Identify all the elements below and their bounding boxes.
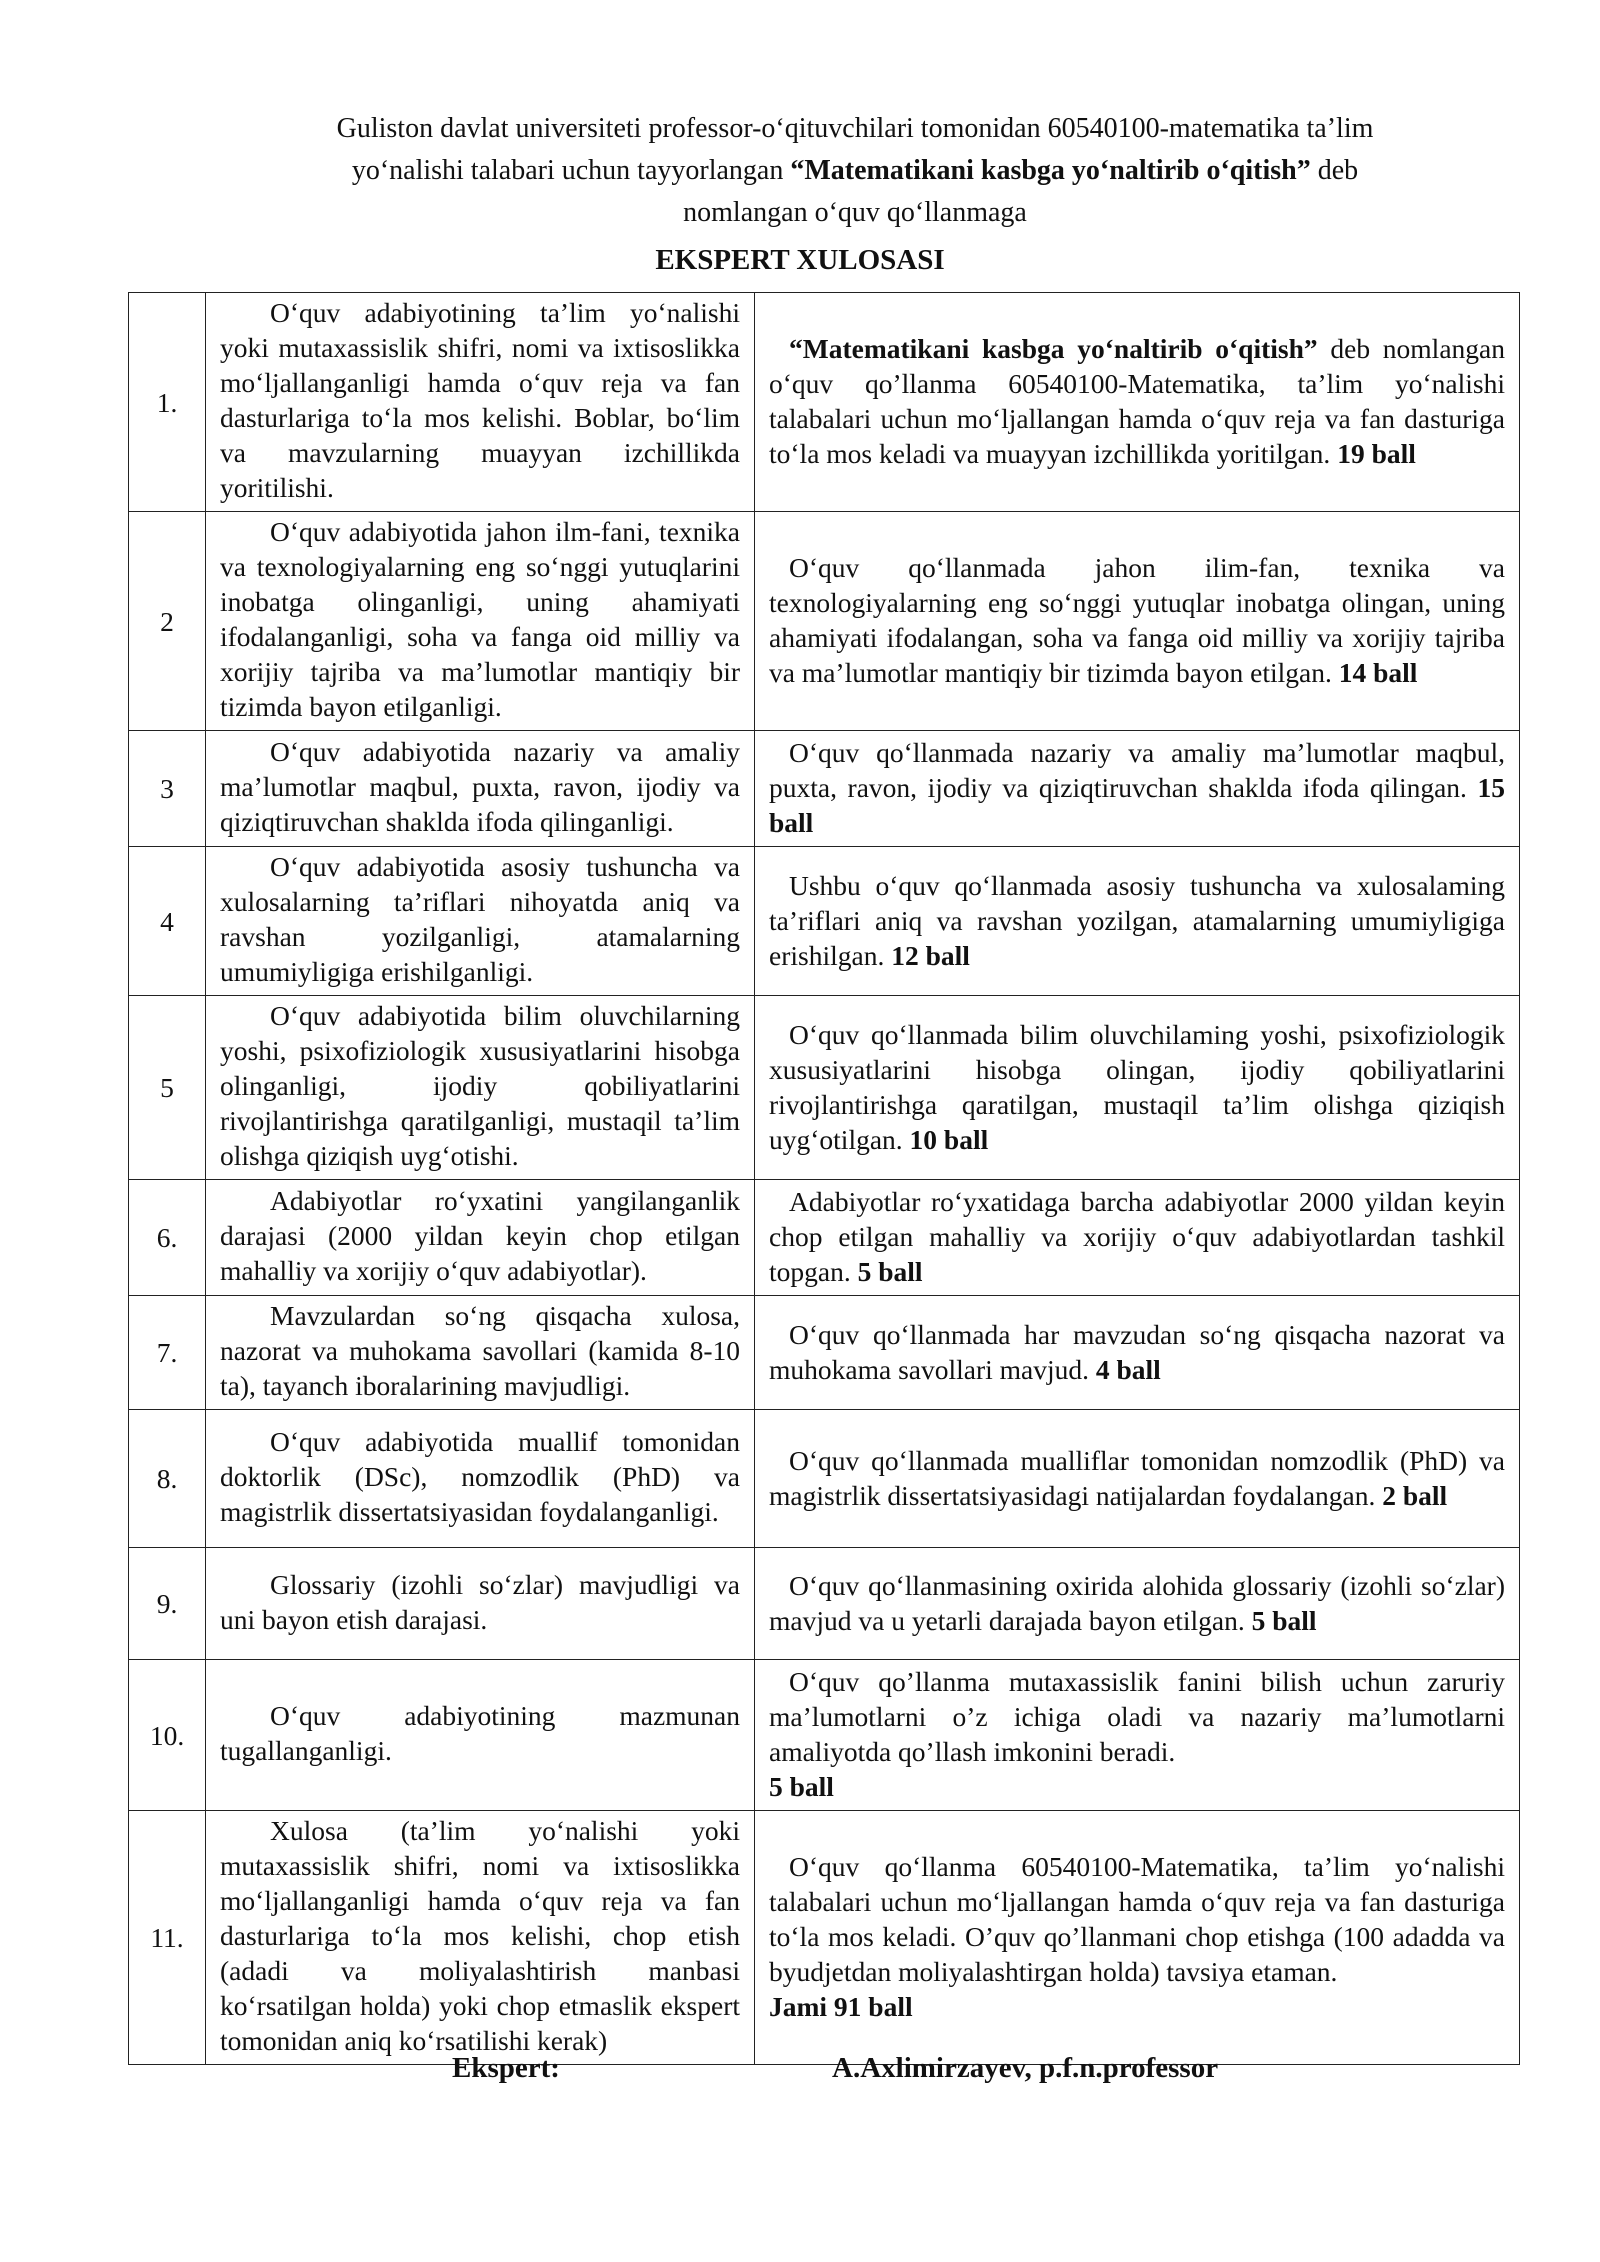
evaluation-cell	[755, 1180, 1520, 1296]
evaluation-cell	[755, 847, 1520, 996]
evaluation-body: O‘quv qo‘llanmasining oxirida alohida glossariy (izohli so‘zlar) mavjud va u yetarli darajada bayon etilgan.	[769, 1569, 1505, 1636]
evaluation-text	[769, 868, 1505, 973]
criterion-text: O‘quv adabiyotida jahon ilm-fani, texnika va texnologiyalarning eng so‘nggi yutuqlarini inobatga olinganligi, uning ahamiyati ifodalanganligi, soha va fanga oid milliy va xorijiy tajriba va ma’lumotlar mantiqiy bir tizimda bayon etilganligi.	[220, 516, 740, 722]
evaluation-cell	[755, 1296, 1520, 1410]
row-number: 11.	[129, 1811, 206, 2065]
intro-line-2	[240, 150, 1470, 192]
criterion-text: O‘quv adabiyotida bilim oluvchilarning yoshi, psixofiziologik xususiyatlarini hisobga olinganligi, ijodiy qobiliyatlarini rivojlantirishga qaratilganligi, mustaqil ta’lim olishga qiziqish uyg‘otishi.	[220, 1000, 740, 1171]
expert-label: Ekspert:	[452, 2052, 560, 2084]
criterion-cell	[206, 1410, 755, 1548]
criterion-text: Mavzulardan so‘ng qisqacha xulosa, nazorat va muhokama savollari (kamida 8-10 ta), tayanch iboralarining mavjudligi.	[220, 1300, 740, 1401]
criterion-cell	[206, 1548, 755, 1660]
table-row	[129, 1660, 1520, 1811]
criterion-cell	[206, 1811, 755, 2065]
evaluation-body: deb nomlangan o‘quv qo’llanma 60540100-Matematika, ta’lim yo‘nalishi talabalari uchun mo‘ljallangan hamda o‘quv reja va fan dasturiga to‘la mos keladi va muayyan izchillikda yoritilgan.	[769, 333, 1505, 469]
evaluation-cell	[755, 293, 1520, 512]
table-row	[129, 996, 1520, 1180]
evaluation-body: O‘quv qo‘llanmada bilim oluvchilaming yoshi, psixofiziologik xususiyatlarini hisobga olingan, ijodiy qobiliyatlarini rivojlantirishga qaratilgan, mustaqil ta’lim olishga qiziqish uyg‘otilgan.	[769, 1018, 1505, 1155]
score-value: 12 ball	[891, 939, 970, 971]
evaluation-text	[769, 1443, 1505, 1513]
evaluation-body: O‘quv qo‘llanmada jahon ilim-fan, texnika va texnologiyalarning eng so‘nggi yutuqlar inobatga olingan, uning ahamiyati ifodalangan, soha va fanga oid milliy va xorijiy tajriba va ma’lumotlar mantiqiy bir tizimda bayon etilgan.	[769, 552, 1505, 688]
evaluation-text	[769, 1568, 1505, 1638]
intro-line-2-start: yo‘nalishi talabari uchun tayyorlangan	[351, 155, 791, 186]
table-row	[129, 731, 1520, 847]
evaluation-cell	[755, 1410, 1520, 1548]
table-row	[129, 1180, 1520, 1296]
row-number: 5	[129, 996, 206, 1180]
evaluation-body: Adabiyotlar ro‘yxatidaga barcha adabiyotlar 2000 yildan keyin chop etilgan mahalliy va xorijiy o‘quv adabiyotlardan tashkil topgan.	[769, 1186, 1505, 1287]
score-value: 14 ball	[1338, 657, 1418, 688]
evaluation-cell	[755, 1660, 1520, 1811]
score-value: 5 ball	[1251, 1604, 1317, 1636]
expert-name: A.Axlimirzayev, p.f.n.professor	[832, 2052, 1219, 2084]
criterion-text: O‘quv adabiyotining mazmunan tugallanganligi.	[220, 1700, 740, 1766]
evaluation-text	[769, 1664, 1505, 1804]
score-value: Jami 91 ball	[769, 1991, 913, 2022]
evaluation-text	[769, 1184, 1505, 1289]
score-value: 5 ball	[857, 1256, 923, 1287]
document-intro	[240, 108, 1470, 234]
intro-line-1: Guliston davlat universiteti professor-o‘qituvchilari tomonidan 60540100-matematika ta’lim	[336, 113, 1374, 144]
evaluation-cell	[755, 1548, 1520, 1660]
row-number: 10.	[129, 1660, 206, 1811]
criterion-text: Glossariy (izohli so‘zlar) mavjudligi va uni bayon etish darajasi.	[220, 1568, 740, 1635]
row-number: 2	[129, 512, 206, 731]
evaluation-cell	[755, 731, 1520, 847]
criterion-cell	[206, 1296, 755, 1410]
evaluation-text	[769, 1017, 1505, 1157]
row-number: 1.	[129, 293, 206, 512]
criterion-text: O‘quv adabiyotida muallif tomonidan doktorlik (DSc), nomzodlik (PhD) va magistrlik dissertatsiyasidan foydalanganligi.	[220, 1426, 740, 1527]
evaluation-text	[769, 735, 1505, 840]
score-value: 10 ball	[909, 1123, 989, 1155]
intro-line-2-end: deb	[1310, 155, 1359, 186]
score-value: 15 ball	[769, 772, 1505, 838]
score-value: 19 ball	[1337, 438, 1416, 469]
criterion-text: O‘quv adabiyotida asosiy tushuncha va xulosalarning ta’riflari nihoyatda aniq va ravshan yozilganligi, atamalarning umumiyligiga erishilganligi.	[220, 851, 740, 987]
row-number: 3	[129, 731, 206, 847]
row-number: 8.	[129, 1410, 206, 1548]
table-row	[129, 1548, 1520, 1660]
evaluation-cell	[755, 1811, 1520, 2065]
evaluation-cell	[755, 512, 1520, 731]
evaluation-text	[769, 331, 1505, 471]
evaluation-body: O‘quv qo‘llanma 60540100-Matematika, ta’lim yo‘nalishi talabalari uchun mo‘ljallangan hamda o‘quv reja va fan dasturiga to‘la mos keladi. O’quv qo’llanmani chop etishga (100 adadda va byudjetdan moliyalashtirgan holda) tavsiya etaman.	[769, 1851, 1505, 1987]
criterion-cell	[206, 847, 755, 996]
evaluation-text	[769, 550, 1505, 690]
score-value: 4 ball	[1095, 1353, 1161, 1385]
row-number: 9.	[129, 1548, 206, 1660]
evaluation-body: O‘quv qo‘llanmada mualliflar tomonidan nomzodlik (PhD) va magistrlik dissertatsiyasidagi natijalardan foydalangan.	[769, 1444, 1505, 1511]
evaluation-body: Ushbu o‘quv qo‘llanmada asosiy tushuncha va xulosalaming ta’riflari aniq va ravshan yozilgan, atamalarning umumiyligiga erishilgan.	[769, 869, 1505, 971]
expert-review-table	[128, 292, 1520, 2065]
evaluation-bold-title: “Matematikani kasbga yo‘naltirib o‘qitish”	[789, 333, 1318, 364]
evaluation-body: O‘quv qo‘llanmada nazariy va amaliy ma’lumotlar maqbul, puxta, ravon, ijodiy va qiziqtiruvchan shaklda ifoda qilingan.	[769, 737, 1505, 803]
criterion-cell	[206, 1660, 755, 1811]
page-title: EKSPERT XULOSASI	[655, 244, 945, 276]
criterion-text: Xulosa (ta’lim yo‘nalishi yoki mutaxassislik shifri, nomi va ixtisoslikka mo‘ljallanganligi hamda o‘quv reja va fan dasturlariga to‘la mos kelishi, chop etish (adadi va moliyalashtirish manbasi ko‘rsatilgan holda) yoki chop etmaslik ekspert tomonidan aniq ko‘rsatilishi kerak)	[220, 1815, 740, 2056]
score-value: 5 ball	[769, 1771, 834, 1802]
criterion-text: Adabiyotlar ro‘yxatini yangilanganlik darajasi (2000 yildan keyin chop etilgan mahalliy va xorijiy o‘quv adabiyotlar).	[220, 1185, 740, 1286]
table-row	[129, 1410, 1520, 1548]
criterion-cell	[206, 512, 755, 731]
table-row	[129, 512, 1520, 731]
evaluation-text	[769, 1317, 1505, 1387]
criterion-text: O‘quv adabiyotida nazariy va amaliy ma’lumotlar maqbul, puxta, ravon, ijodiy va qiziqtiruvchan shaklda ifoda qilinganligi.	[220, 736, 740, 837]
evaluation-body: O‘quv qo‘llanmada har mavzudan so‘ng qisqacha nazorat va muhokama savollari mavjud.	[769, 1318, 1505, 1385]
criterion-cell	[206, 996, 755, 1180]
intro-line-3: nomlangan o‘quv qo‘llanmaga	[683, 197, 1027, 228]
table-row	[129, 293, 1520, 512]
row-number: 4	[129, 847, 206, 996]
criterion-cell	[206, 731, 755, 847]
criterion-cell	[206, 1180, 755, 1296]
book-title: “Matematikani kasbga yo‘naltirib o‘qitish”	[790, 155, 1311, 186]
table-row	[129, 1811, 1520, 2065]
evaluation-body: O‘quv qo’llanma mutaxassislik fanini bilish uchun zaruriy ma’lumotlarni o’z ichiga oladi va nazariy ma’lumotlarni amaliyotda qo’llash imkonini beradi.	[769, 1666, 1505, 1767]
evaluation-text	[769, 1849, 1505, 2024]
criterion-text: O‘quv adabiyotining ta’lim yo‘nalishi yoki mutaxassislik shifri, nomi va ixtisoslikka mo‘ljallanganligi hamda o‘quv reja va fan dasturlariga to‘la mos kelishi. Boblar, bo‘lim va mavzularning muayyan izchillikda yoritilishi.	[220, 297, 740, 503]
criterion-cell	[206, 293, 755, 512]
table-row	[129, 1296, 1520, 1410]
score-value: 2 ball	[1382, 1479, 1448, 1511]
evaluation-cell	[755, 996, 1520, 1180]
table-row	[129, 847, 1520, 996]
row-number: 7.	[129, 1296, 206, 1410]
row-number: 6.	[129, 1180, 206, 1296]
